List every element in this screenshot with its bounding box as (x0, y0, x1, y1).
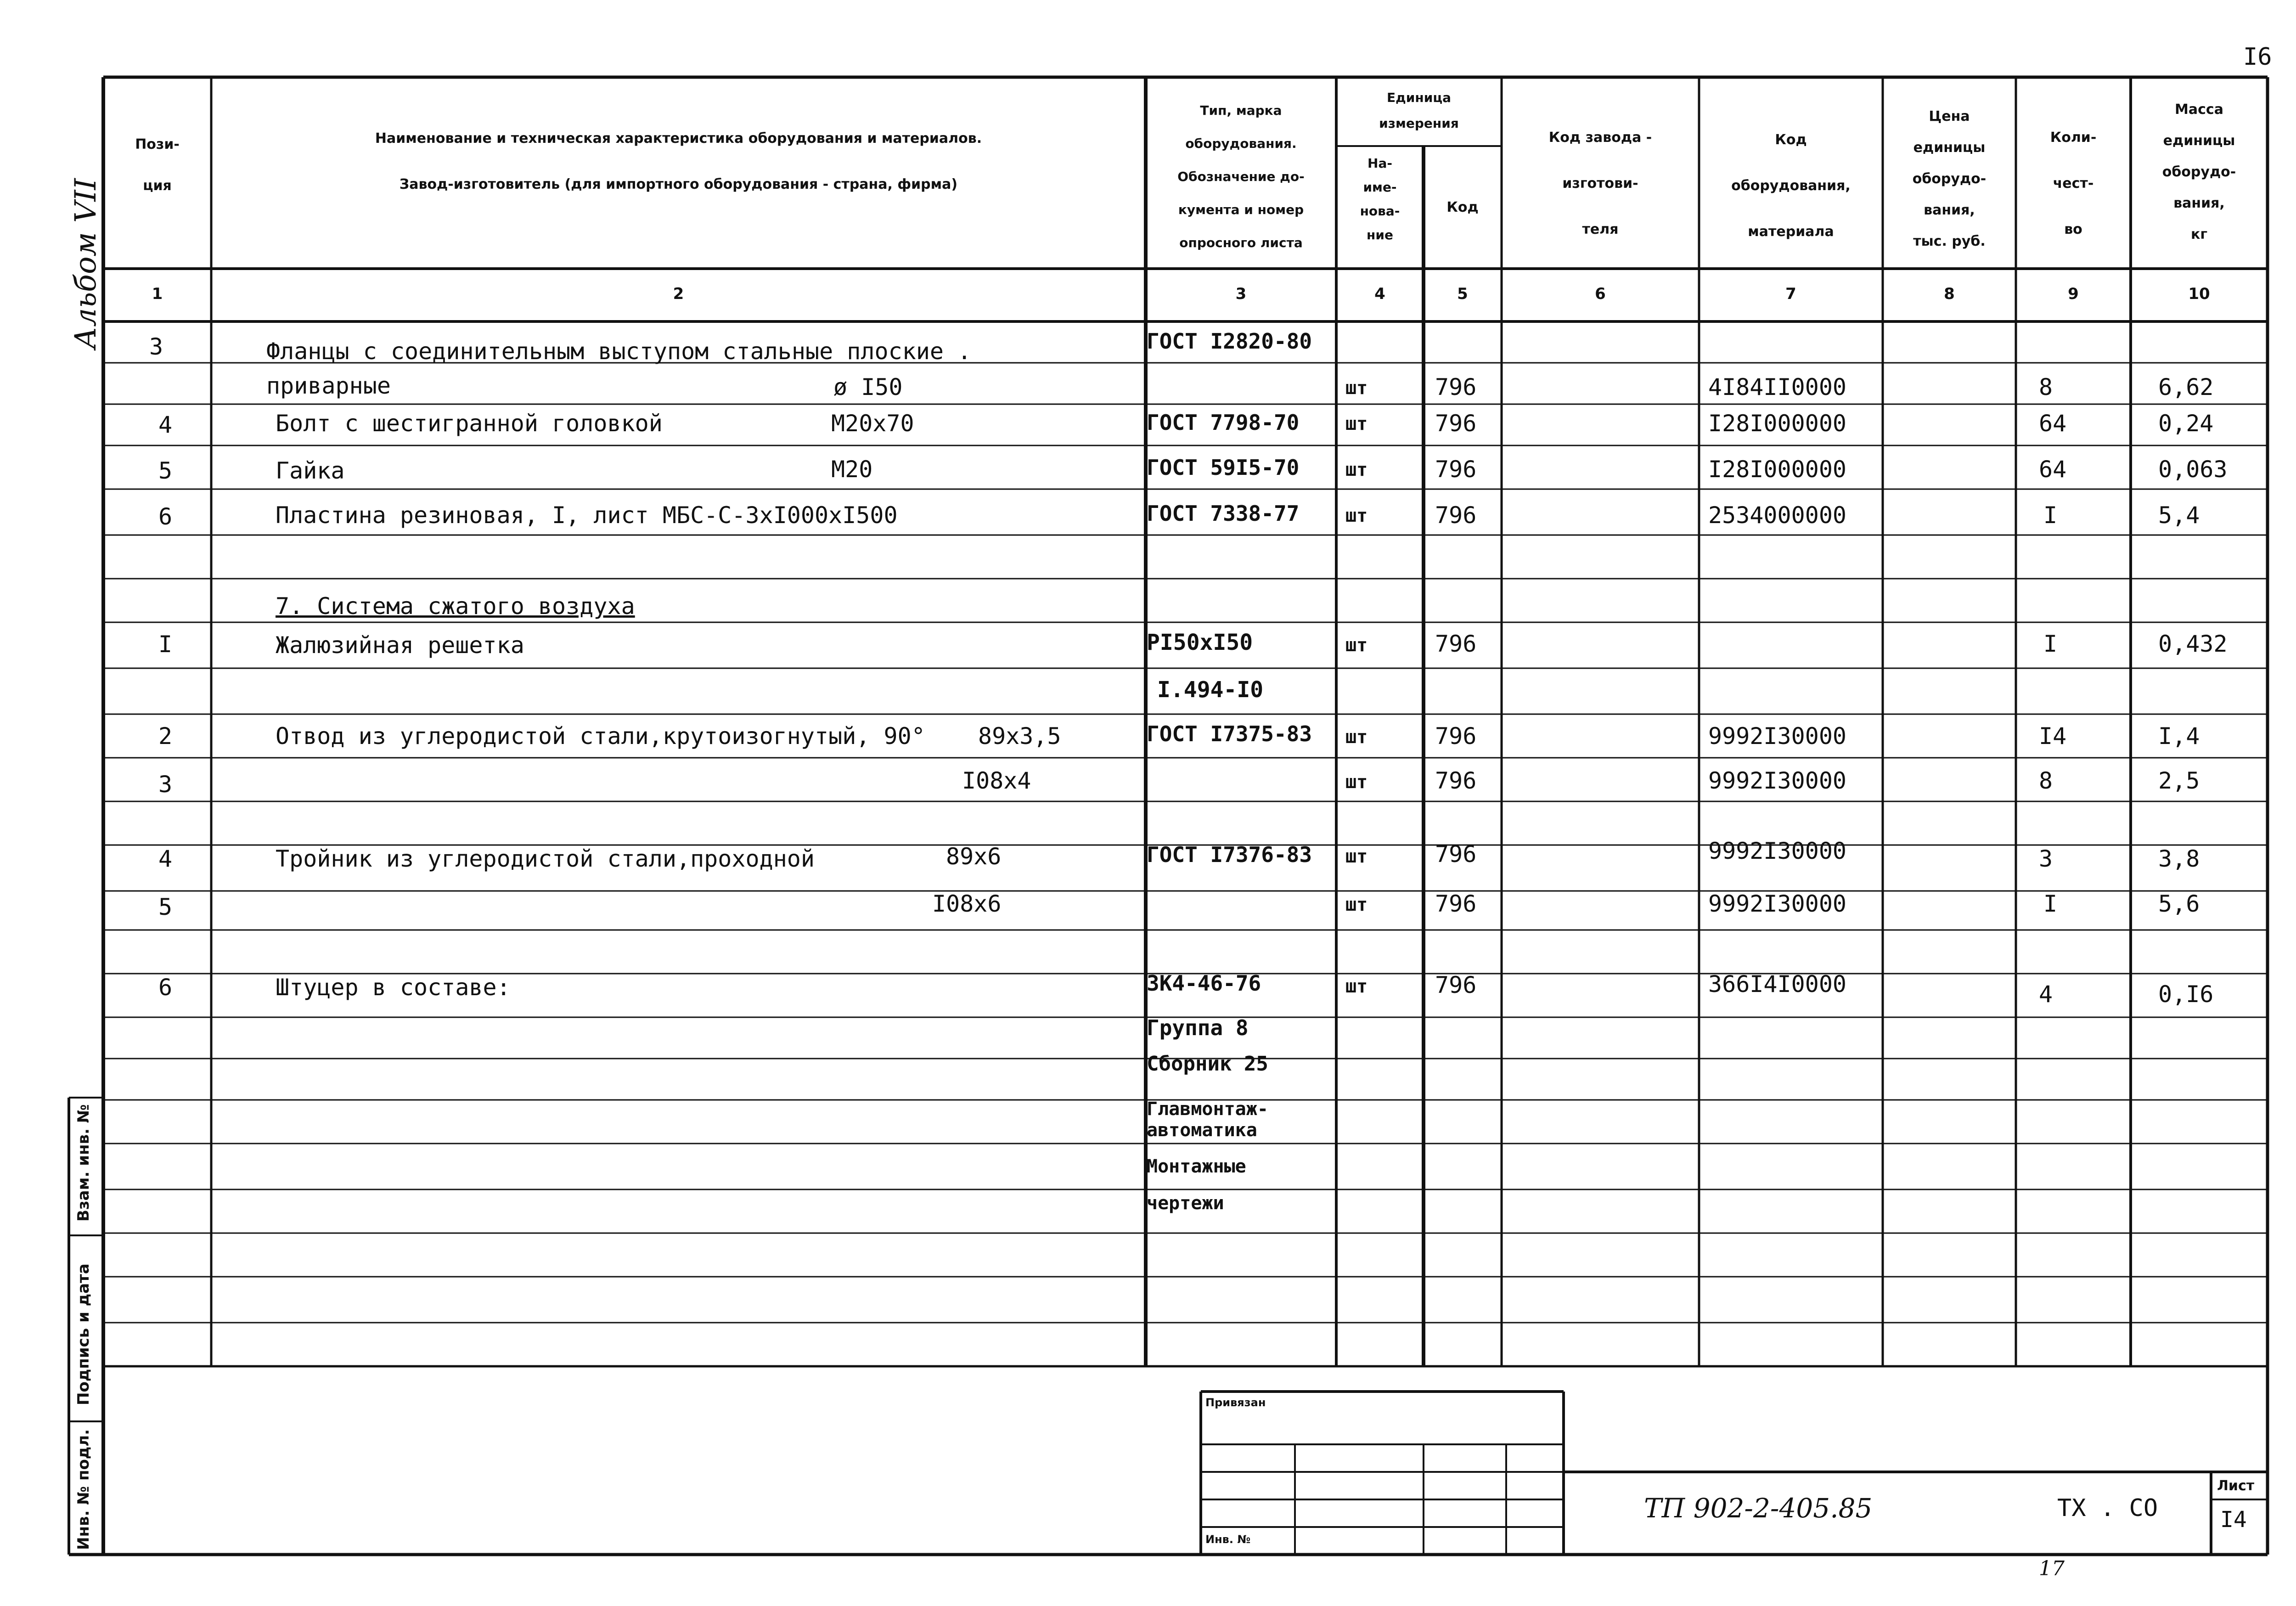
row-doc: чертежи (1147, 1193, 1224, 1214)
side-label-podpis: Подпись и дата (74, 1263, 93, 1405)
column-number: 10 (2188, 285, 2210, 303)
column-number: 6 (1595, 285, 1606, 303)
row-unit: шт (1345, 413, 1368, 434)
row-unit-code: 796 (1435, 841, 1477, 868)
stamp-inv-no: Инв. № (1205, 1533, 1251, 1546)
row-unit: шт (1345, 378, 1368, 399)
header-unit-code: Код (1446, 199, 1479, 215)
row-position: 6 (158, 974, 173, 1001)
row-unit: шт (1345, 772, 1368, 793)
row-doc: ЗК4-46-76 (1147, 971, 1261, 996)
row-position: 3 (158, 771, 173, 798)
row-doc: Группа 8 (1147, 1015, 1249, 1040)
row-size: ø I50 (833, 374, 903, 400)
row-position: 5 (158, 457, 173, 484)
stamp-sheet-number: I4 (2220, 1507, 2247, 1533)
header-unit-name: На- име- нова- ние (1360, 156, 1400, 242)
header-manufacturer-code: Код завода - изготови- теля (1548, 130, 1652, 237)
row-size: I08x4 (962, 767, 1031, 794)
row-unit-code: 796 (1435, 374, 1477, 400)
side-label-vzam: Взам. инв. № (74, 1104, 93, 1222)
header-unit-price: Цена единицы оборудо- вания, тыс. руб. (1912, 108, 1986, 249)
section-heading: 7. Система сжатого воздуха (276, 593, 635, 620)
row-quantity: 3 (2039, 845, 2053, 872)
row-name: Болт с шестигранной головкой (276, 410, 663, 437)
header-name-line2: Завод-изготовитель (для импортного оборудования - страна, фирма) (399, 176, 958, 192)
header-quantity: Коли- чест- во (2050, 130, 2097, 237)
row-size: M20 (831, 456, 873, 483)
row-quantity: 8 (2039, 374, 2053, 400)
row-quantity: I (2043, 631, 2058, 657)
row-doc: Сборник 25 (1147, 1052, 1268, 1076)
row-position: 2 (158, 723, 173, 749)
row-unit-code: 796 (1435, 502, 1477, 529)
column-number: 1 (152, 285, 163, 303)
row-equipment-code: 9992I30000 (1708, 890, 1847, 917)
row-position: 4 (158, 411, 173, 438)
album-label: Альбом VII (69, 178, 103, 349)
row-name: Штуцер в составе: (276, 974, 511, 1001)
row-equipment-code: 366I4I0000 (1708, 971, 1847, 997)
row-unit-code: 796 (1435, 890, 1477, 917)
row-name: Жалюзийная решетка (276, 632, 524, 659)
row-equipment-code: 2534000000 (1708, 502, 1847, 529)
row-name: приварные (266, 372, 391, 399)
row-unit: шт (1345, 846, 1368, 867)
row-mass: 2,5 (2158, 767, 2200, 794)
row-mass: I,4 (2158, 723, 2200, 749)
row-quantity: I4 (2039, 723, 2067, 749)
row-mass: 6,62 (2158, 374, 2214, 400)
row-doc: Монтажные (1147, 1156, 1246, 1177)
row-size: M20x70 (831, 410, 914, 437)
row-equipment-code: 9992I30000 (1708, 838, 1847, 864)
row-quantity: 64 (2039, 456, 2067, 483)
row-name: Гайка (276, 457, 345, 484)
row-unit-code: 796 (1435, 410, 1477, 437)
row-quantity: 4 (2039, 981, 2053, 1008)
row-mass: 0,432 (2158, 631, 2228, 657)
column-number: 7 (1785, 285, 1796, 303)
row-unit-code: 796 (1435, 767, 1477, 794)
stamp-mark: ТХ . СО (2057, 1494, 2158, 1522)
row-quantity: 8 (2039, 767, 2053, 794)
row-doc: ГОСТ 59I5-70 (1147, 455, 1300, 480)
row-position: 3 (149, 333, 163, 360)
column-number: 4 (1374, 285, 1385, 303)
row-unit-code: 796 (1435, 631, 1477, 657)
row-position: 5 (158, 894, 173, 920)
row-name: Тройник из углеродистой стали,проходной (276, 845, 815, 872)
row-name: Пластина резиновая, I, лист МБС-С-3xI000xI500 (276, 502, 898, 529)
row-position: 4 (158, 845, 173, 872)
column-number: 3 (1235, 285, 1247, 303)
row-quantity: I (2043, 502, 2058, 529)
row-equipment-code: 9992I30000 (1708, 723, 1847, 749)
row-doc: I.494-I0 (1157, 677, 1264, 703)
row-equipment-code: 4I84II0000 (1708, 374, 1847, 400)
row-equipment-code: I28I000000 (1708, 456, 1847, 483)
stamp-designation: ТП 902-2-405.85 (1644, 1493, 1873, 1524)
row-mass: 0,24 (2158, 410, 2214, 437)
row-name: Отвод из углеродистой стали,крутоизогнутый, 90° (276, 723, 925, 749)
page-number: I6 (2243, 43, 2272, 71)
row-size: 89x3,5 (978, 723, 1061, 749)
header-unit-group: Единица измерения (1379, 90, 1459, 131)
row-quantity: 64 (2039, 410, 2067, 437)
row-doc: ГОСТ I7375-83 (1147, 721, 1312, 746)
row-mass: 0,063 (2158, 456, 2228, 483)
row-equipment-code: 9992I30000 (1708, 767, 1847, 794)
stamp-privyazan: Привязан (1205, 1396, 1266, 1409)
header-type-doc: Тип, марка оборудования. Обозначение до- кумента и номер опросного листа (1177, 103, 1305, 250)
column-number: 2 (673, 285, 684, 303)
row-mass: 3,8 (2158, 845, 2200, 872)
row-mass: 5,6 (2158, 890, 2200, 917)
row-unit-code: 796 (1435, 456, 1477, 483)
row-name: Фланцы с соединительным выступом стальные плоские . (266, 338, 972, 365)
row-size: I08x6 (932, 890, 1002, 917)
row-unit-code: 796 (1435, 972, 1477, 998)
column-number: 9 (2068, 285, 2079, 303)
row-doc: PI50xI50 (1147, 630, 1253, 655)
bottom-number: 17 (2039, 1557, 2065, 1580)
side-label-inv: Инв. № подл. (74, 1429, 93, 1550)
header-name-line1: Наименование и техническая характеристика оборудования и материалов. (375, 130, 982, 147)
row-quantity: I (2043, 890, 2058, 917)
row-unit: шт (1345, 976, 1368, 997)
column-number: 5 (1457, 285, 1468, 303)
row-doc: Главмонтаж- автоматика (1147, 1099, 1268, 1141)
row-position: 6 (158, 503, 173, 530)
row-size: 89x6 (946, 843, 1002, 870)
row-doc: ГОСТ 7338-77 (1147, 501, 1300, 526)
header-mass: Масса единицы оборудо- вания, кг (2162, 101, 2236, 242)
column-number: 8 (1944, 285, 1955, 303)
row-mass: 0,I6 (2158, 981, 2214, 1008)
row-unit: шт (1345, 727, 1368, 748)
header-equipment-code: Код оборудования, материала (1731, 132, 1851, 240)
row-doc: ГОСТ I2820-80 (1147, 329, 1312, 354)
row-position: I (158, 631, 173, 658)
row-mass: 5,4 (2158, 502, 2200, 529)
row-unit: шт (1345, 894, 1368, 915)
row-unit-code: 796 (1435, 723, 1477, 749)
row-doc: ГОСТ 7798-70 (1147, 410, 1300, 435)
row-unit: шт (1345, 459, 1368, 480)
stamp-sheet-label: Лист (2217, 1478, 2255, 1494)
row-doc: ГОСТ I7376-83 (1147, 842, 1312, 867)
row-unit: шт (1345, 505, 1368, 526)
row-equipment-code: I28I000000 (1708, 410, 1847, 437)
row-unit: шт (1345, 635, 1368, 656)
header-position: Пози- ция (135, 136, 180, 194)
